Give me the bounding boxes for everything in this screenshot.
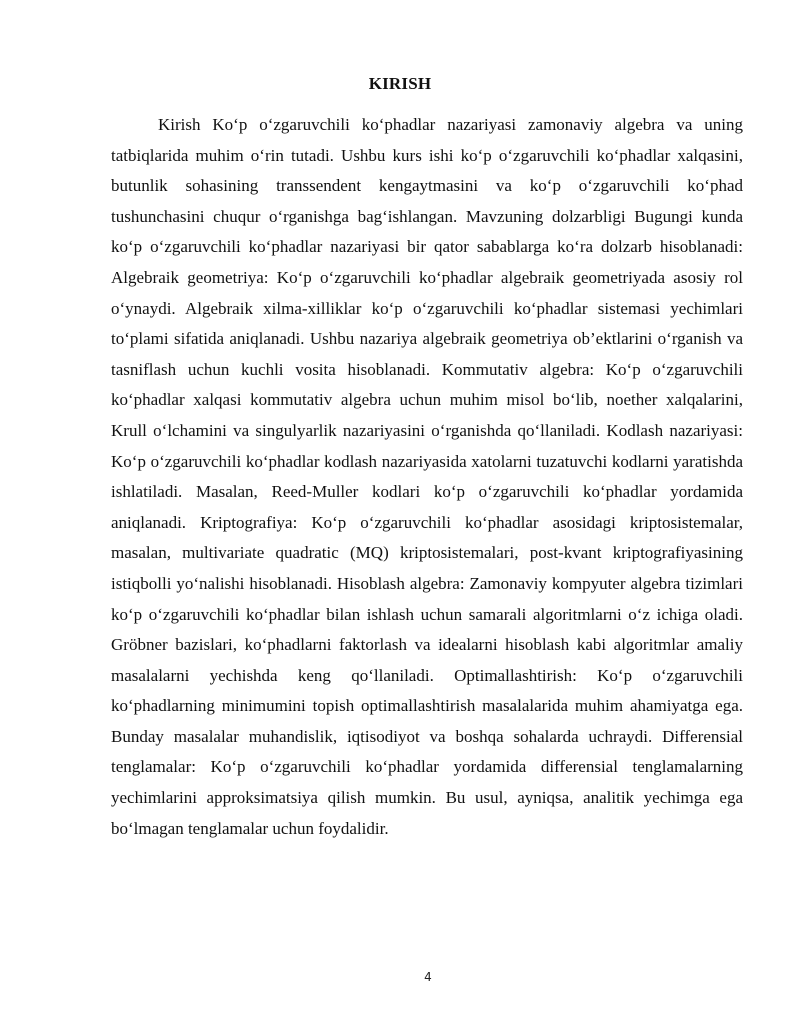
body-paragraph: Kirish Ko‘p o‘zgaruvchili ko‘phadlar nazariyasi zamonaviy algebra va uning tatbiqlarida muhim o‘rin tutadi. Ushbu kurs ishi ko‘p o‘zgaruvchili ko‘phadlar xalqasini, butunlik sohasining transsendent kengaytmasini va ko‘p o‘zgaruvchili ko‘phad tushunchasini chuqur o‘rganishga bag‘ishlangan. Mavzuning dolzarbligi Bugungi kunda ko‘p o‘zgaruvchili ko‘phadlar nazariyasi bir qator sabablarga ko‘ra dolzarb hisoblanadi: Algebraik geometriya: Ko‘p o‘zgaruvchili ko‘phadlar algebraik geometriyada asosiy rol o‘ynaydi. Algebraik xilma-xilliklar ko‘p o‘zgaruvchili ko‘phadlar sistemasi yechimlari to‘plami sifatida aniqlanadi. Ushbu nazariya algebraik geometriya ob’ektlarini o‘rganish va tasniflash uchun kuchli vosita hisoblanadi. Kommutativ algebra: Ko‘p o‘zgaruvchili ko‘phadlar xalqasi kommutativ algebra uchun muhim misol bo‘lib, noether xalqalarini, Krull o‘lchamini va singulyarlik nazariyasini o‘rganishda qo‘llaniladi. Kodlash nazariyasi: Ko‘p o‘zgaruvchili ko‘phadlar kodlash nazariyasida xatolarni tuzatuvchi kodlarni yaratishda ishlatiladi. Masalan, Reed-Muller kodlari ko‘p o‘zgaruvchili ko‘phadlar yordamida aniqlanadi. Kriptografiya: Ko‘p o‘zgaruvchili ko‘phadlar asosidagi kriptosistemalar, masalan, multivariate quadratic (MQ) kriptosistemalari, post-kvant kriptografiyasining istiqbolli yo‘nalishi hisoblanadi. Hisoblash algebra: Zamonaviy kompyuter algebra tizimlari ko‘p o‘zgaruvchili ko‘phadlar bilan ishlash uchun samarali algoritmlarni o‘z ichiga oladi. Gröbner bazislari, ko‘phadlarni faktorlash va idealarni hisoblash kabi algoritmlar amaliy masalalarni yechishda keng qo‘llaniladi. Optimallashtirish: Ko‘p o‘zgaruvchili ko‘phadlarning minimumini topish optimallashtirish masalalarida muhim ahamiyatga ega. Bunday masalalar muhandislik, iqtisodiyot va boshqa sohalarda uchraydi. Differensial tenglamalar: Ko‘p o‘zgaruvchili ko‘phadlar yordamida differensial tenglamalarning yechimlarini approksimatsiya qilish mumkin. Bu usul, ayniqsa, analitik yechimga ega bo‘lmagan tenglamalar uchun foydalidir.: [111, 115, 743, 838]
page-number: 4: [424, 970, 432, 984]
section-heading: KIRISH: [368, 74, 432, 93]
